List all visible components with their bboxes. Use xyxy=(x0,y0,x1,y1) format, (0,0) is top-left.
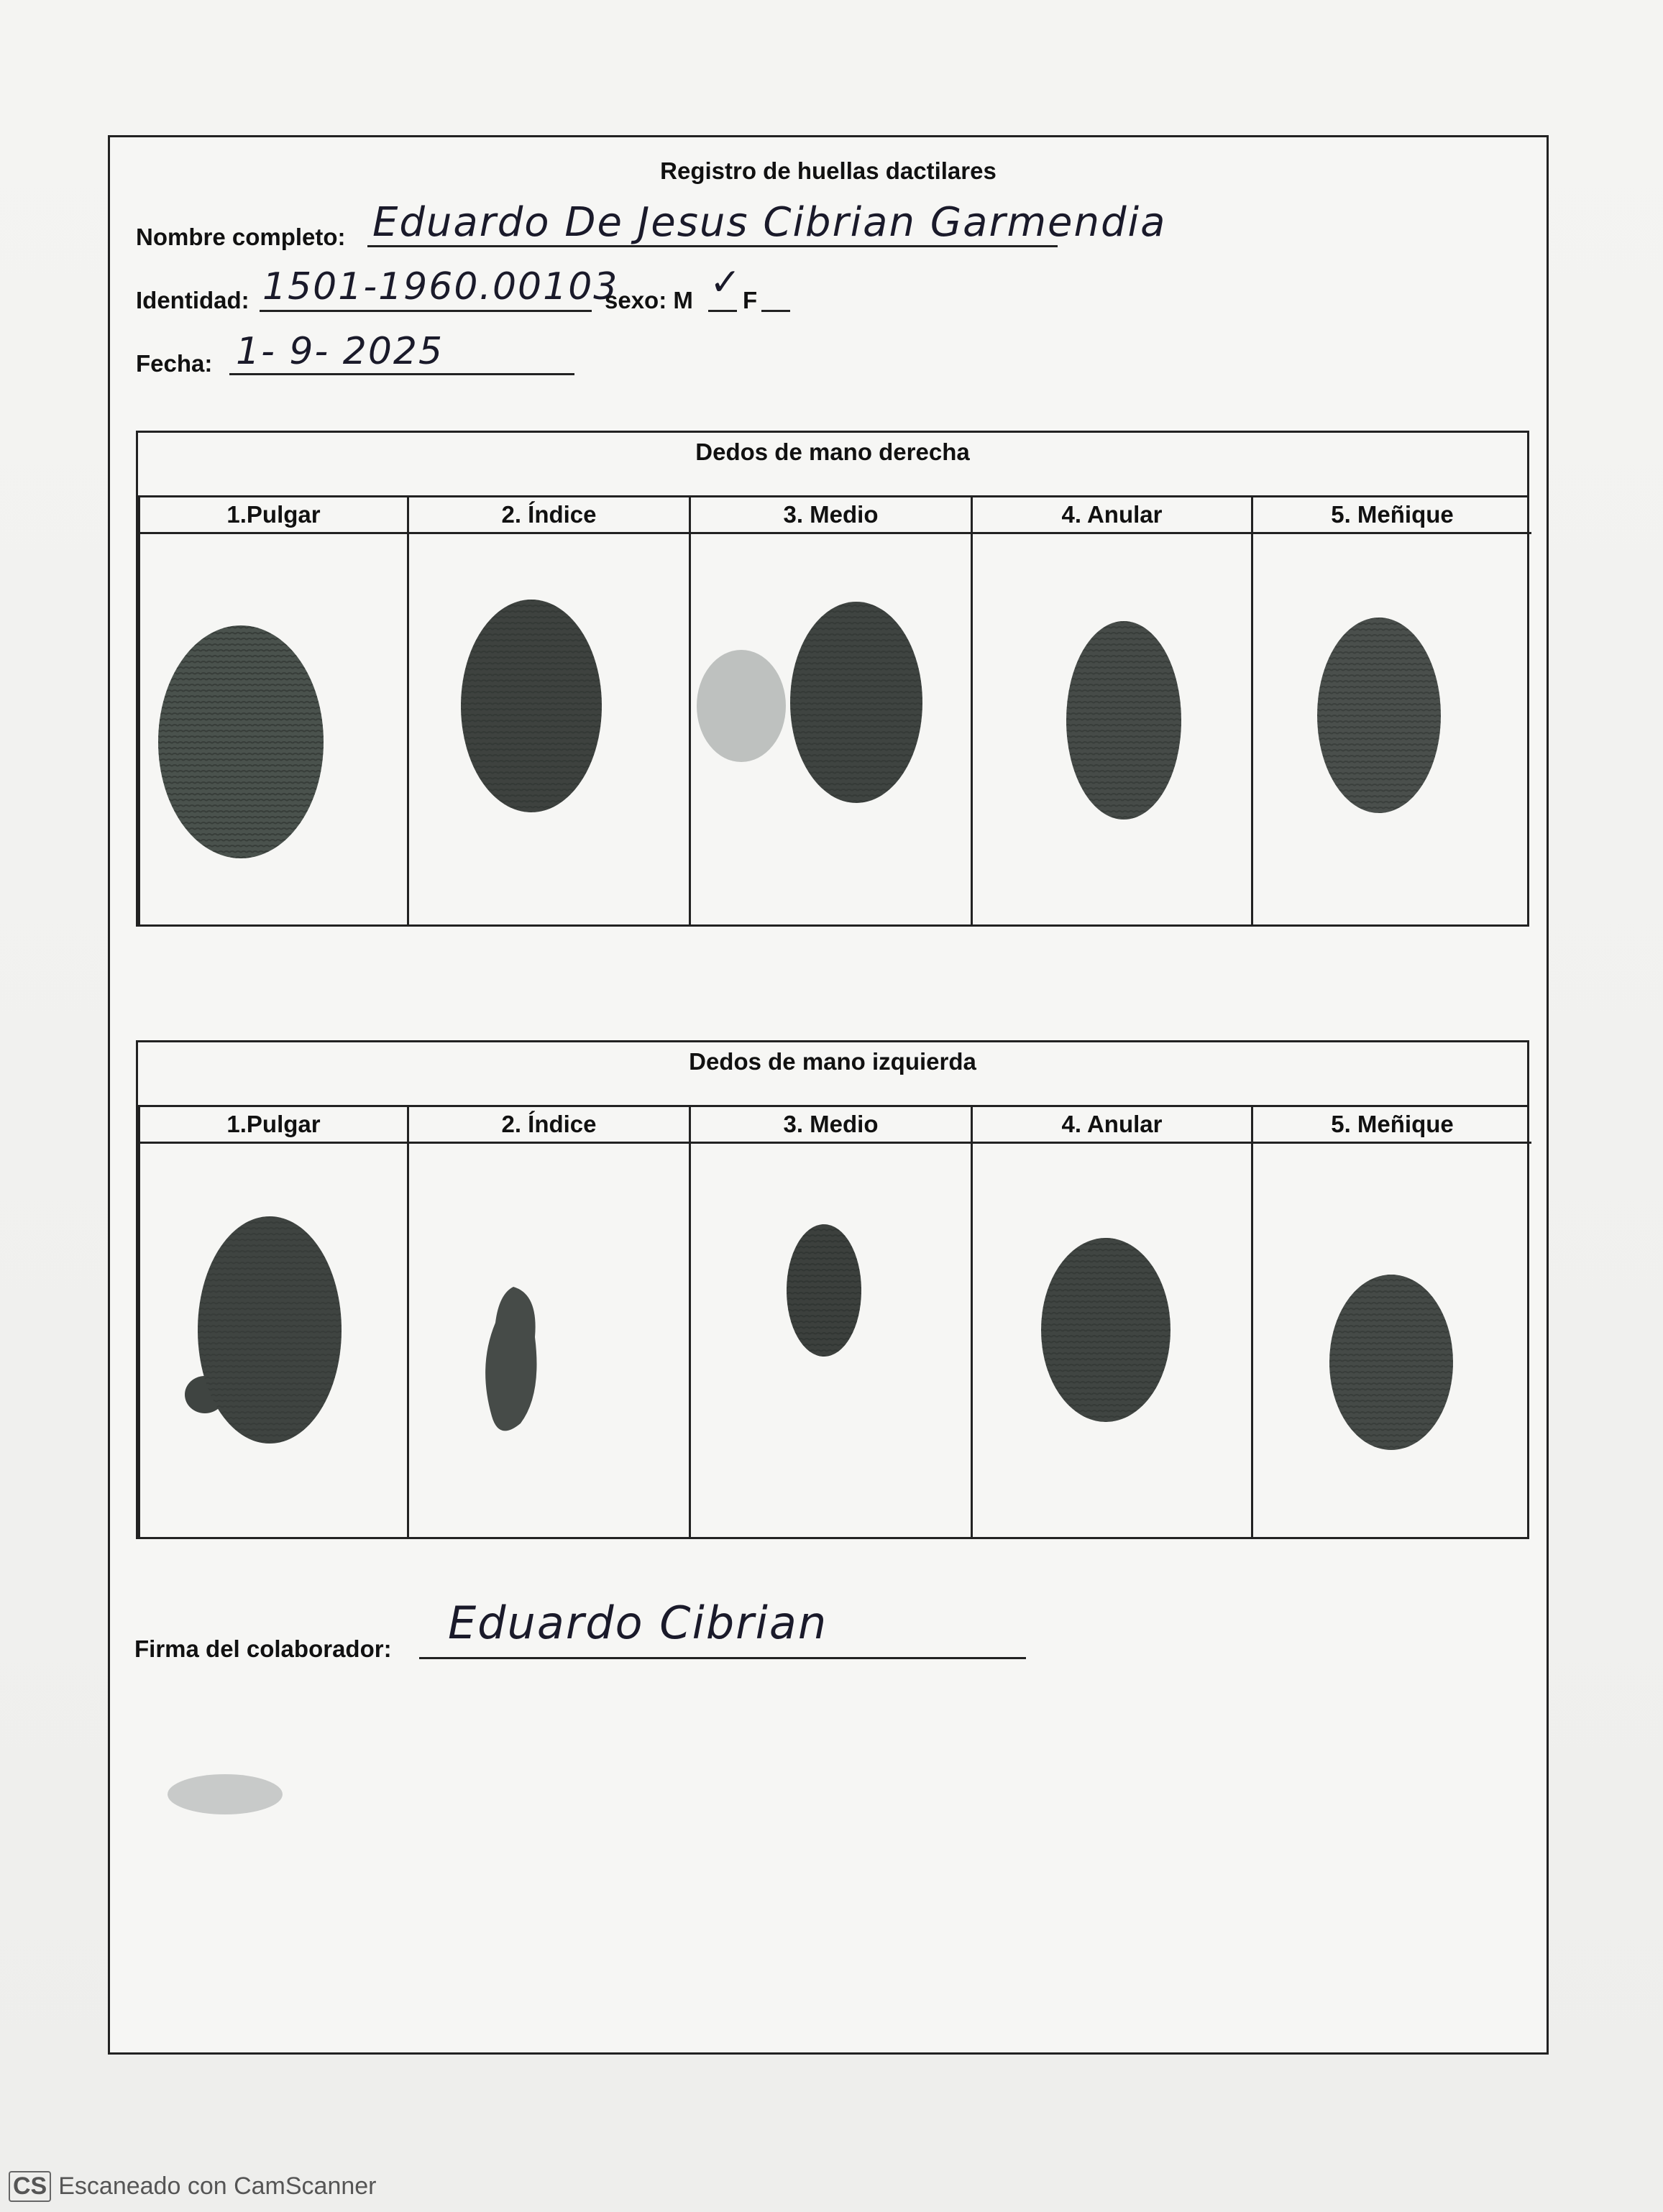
date-line xyxy=(229,373,574,375)
sex-check: ✓ xyxy=(710,261,743,304)
ink-smudge xyxy=(164,1762,286,1827)
left-finger-cell xyxy=(138,1107,407,1537)
right-finger-cell xyxy=(407,497,689,924)
right-finger-label: 2. Índice xyxy=(409,497,689,534)
date-label: Fecha: xyxy=(136,350,213,377)
right-index-print xyxy=(452,598,610,828)
right-finger-cell xyxy=(1251,497,1531,924)
right-finger-label: 4. Anular xyxy=(973,497,1251,534)
id-value: 1501-1960.00103 xyxy=(262,265,619,308)
right-ring-print xyxy=(1059,620,1196,835)
left-finger-label: 2. Índice xyxy=(409,1107,689,1144)
right-pinky-print xyxy=(1314,616,1451,825)
right-finger-label: 3. Medio xyxy=(691,497,971,534)
form-title: Registro de huellas dactilares xyxy=(660,157,997,184)
left-finger-label: 3. Medio xyxy=(691,1107,971,1144)
right-thumb-print xyxy=(155,620,334,864)
left-middle-print xyxy=(781,1222,867,1366)
sex-m-label: sexo: M xyxy=(605,287,693,313)
signature-label: Firma del colaborador: xyxy=(134,1635,392,1662)
name-value: Eduardo De Jesus Cibrian Garmendia xyxy=(372,199,1167,246)
left-finger-cell xyxy=(689,1107,971,1537)
left-pinky-print xyxy=(1325,1272,1462,1459)
date-value: 1- 9- 2025 xyxy=(236,330,444,373)
right-hand-title: Dedos de mano derecha xyxy=(138,433,1527,497)
right-hand-table xyxy=(136,431,1529,927)
left-hand-table xyxy=(136,1040,1529,1539)
left-hand-title: Dedos de mano izquierda xyxy=(138,1042,1527,1107)
left-finger-cell xyxy=(971,1107,1251,1537)
name-label: Nombre completo: xyxy=(136,224,346,250)
right-finger-cell xyxy=(689,497,971,924)
left-thumb-print xyxy=(176,1215,363,1452)
right-middle-print xyxy=(691,598,935,821)
footer-text: Escaneado con CamScanner xyxy=(58,2172,377,2200)
id-line xyxy=(260,310,592,312)
left-finger-cell xyxy=(407,1107,689,1537)
right-finger-cell xyxy=(971,497,1251,924)
fingerprint-form xyxy=(108,135,1549,2055)
sex-m-line xyxy=(708,310,737,312)
left-finger-label: 5. Meñique xyxy=(1253,1107,1531,1144)
sex-f-label: F xyxy=(743,287,758,313)
left-ring-print xyxy=(1034,1236,1178,1431)
id-label: Identidad: xyxy=(136,287,249,313)
right-finger-label: 1.Pulgar xyxy=(140,497,407,534)
left-finger-cell xyxy=(1251,1107,1531,1537)
signature-value: Eduardo Cibrian xyxy=(448,1597,828,1649)
sex-f-line xyxy=(761,310,790,312)
right-finger-label: 5. Meñique xyxy=(1253,497,1531,534)
camscanner-icon: CS xyxy=(9,2171,51,2202)
scanner-footer xyxy=(9,2171,377,2202)
left-index-print xyxy=(470,1280,556,1445)
signature-line xyxy=(419,1657,1026,1659)
right-finger-cell xyxy=(138,497,407,924)
left-finger-label: 4. Anular xyxy=(973,1107,1251,1144)
left-finger-label: 1.Pulgar xyxy=(140,1107,407,1144)
